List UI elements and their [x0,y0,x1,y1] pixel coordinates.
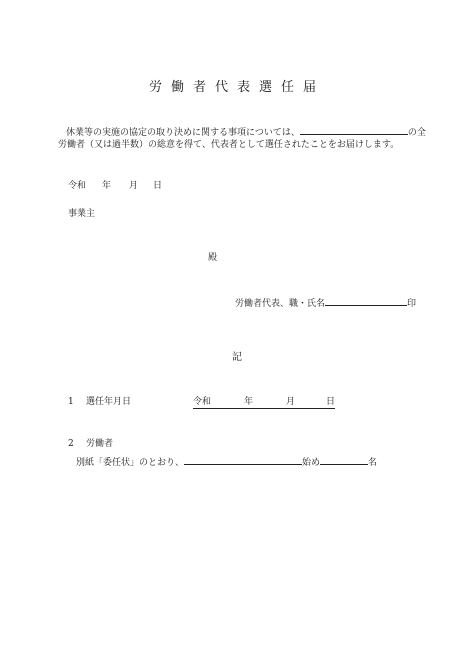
signer-line [235,296,416,310]
intro-line-1-prefix: 休業等の実施の協定の取り決めに関する事項については、 [66,128,300,138]
worker-count-blank [320,455,368,465]
document-title: 労働者代表選任届 [148,80,325,95]
intro-line-1-suffix: の全 [407,128,426,138]
signer-name-blank [325,296,407,306]
honorific: 殿 [208,253,218,263]
item1-label: 選任年月日 [86,397,132,407]
item1-number: 1 [68,397,74,407]
item1-era: 令和 [193,397,212,407]
item2-text [76,455,377,469]
first-worker-blank [184,455,302,465]
item1-day: 日 [326,397,336,407]
affair-blank [300,125,408,135]
date-year: 年 [102,181,112,191]
employer-label: 事業主 [68,209,96,219]
ki-heading: 記 [232,352,242,363]
item1-date-underline [193,397,335,409]
item2-text-mid: 始め [302,458,321,468]
intro-line-2: 労働者（又は過半数）の総意を得て、代表者として選任されたことをお届けします。 [58,140,400,150]
item2-text-prefix: 別紙「委任状」のとおり、 [76,458,185,468]
date-month: 月 [129,181,139,191]
date-era: 令和 [68,181,87,191]
item2-number: 2 [68,439,74,449]
signer-label: 労働者代表、職・氏名 [235,299,326,309]
seal-mark: 印 [407,299,417,309]
item2-label: 労働者 [86,439,114,449]
item1-month: 月 [286,397,296,407]
item2-text-suffix: 名 [368,458,378,468]
date-day: 日 [153,181,163,191]
intro-line-1 [66,125,426,139]
item1-year: 年 [244,397,254,407]
